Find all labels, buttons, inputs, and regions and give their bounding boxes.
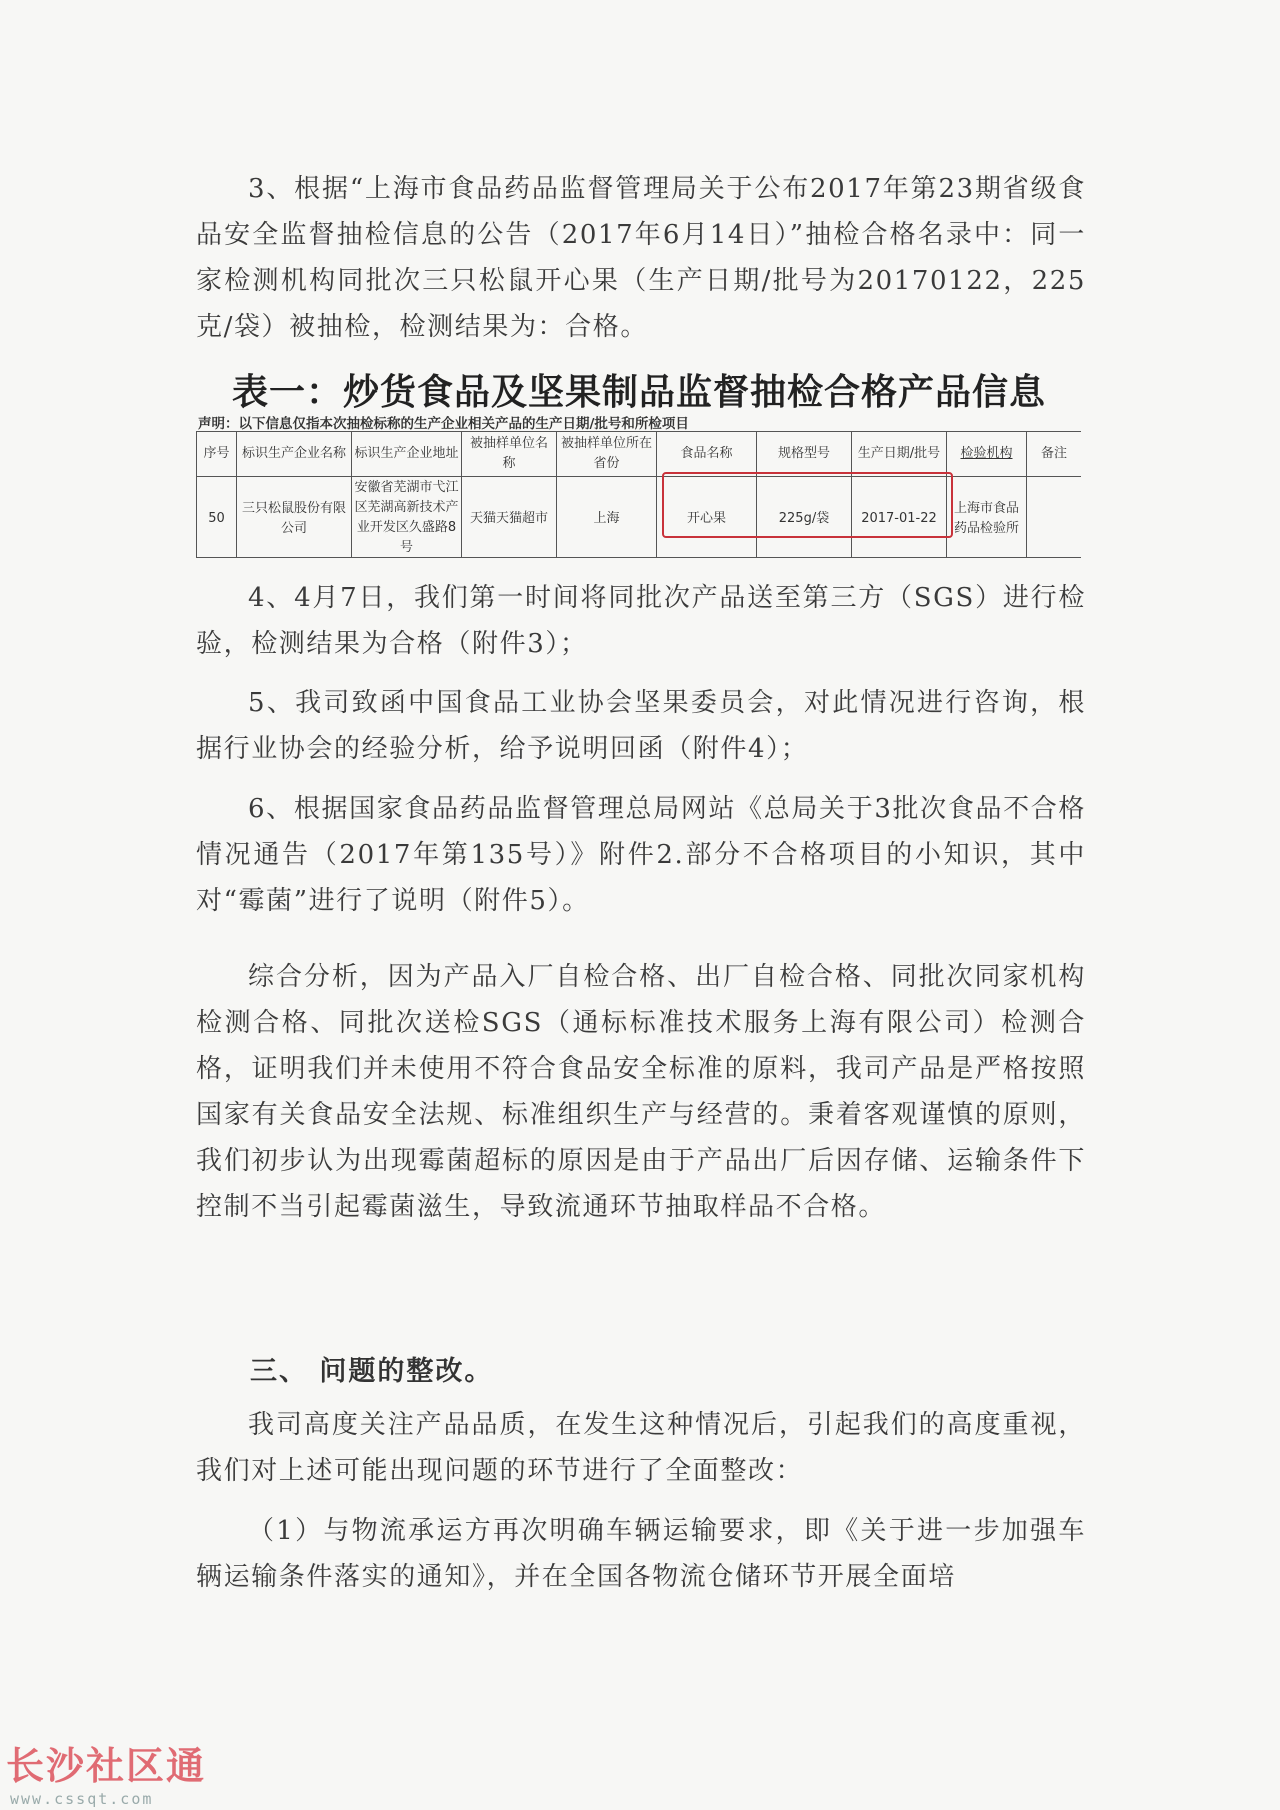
cell-sampled-unit: 天猫天猫超市 bbox=[462, 477, 557, 559]
paragraph-rectification-intro: 我司高度关注产品品质，在发生这种情况后，引起我们的高度重视，我们对上述可能出现问题的环节进行了全面整改： bbox=[196, 1410, 1086, 1486]
section-heading-rectification: 三、 问题的整改。 bbox=[250, 1356, 494, 1387]
header-sampled-unit: 被抽样单位名称 bbox=[462, 432, 557, 477]
cell-address: 安徽省芜湖市弋江区芜湖高新技术产业开发区久盛路8号 bbox=[352, 477, 462, 559]
paragraph-item-5: 5、我司致函中国食品工业协会坚果委员会，对此情况进行咨询，根据行业协会的经验分析，给予说明回函（附件4）； bbox=[196, 688, 1086, 764]
header-company: 标识生产企业名称 bbox=[237, 432, 352, 477]
paragraph-item-4: 4、4月7日，我们第一时间将同批次产品送至第三方（SGS）进行检验，检测结果为合格（附件3）； bbox=[196, 583, 1086, 659]
cell-province: 上海 bbox=[557, 477, 657, 559]
table-header-row bbox=[197, 432, 1082, 477]
highlight-box bbox=[662, 472, 953, 538]
watermark-logo-text: 长沙社区通 bbox=[6, 1744, 207, 1788]
header-seq: 序号 bbox=[197, 432, 237, 477]
watermark-url: www.cssqt.com bbox=[10, 1790, 154, 1808]
header-agency: 检验机构 bbox=[947, 432, 1027, 477]
cell-date: 2017-01-22 bbox=[852, 477, 947, 559]
header-date: 生产日期/批号 bbox=[852, 432, 947, 477]
header-food-name: 食品名称 bbox=[657, 432, 757, 477]
cell-company: 三只松鼠股份有限公司 bbox=[237, 477, 352, 559]
cell-spec: 225g/袋 bbox=[757, 477, 852, 559]
cell-food-name: 开心果 bbox=[657, 477, 757, 559]
header-province: 被抽样单位所在省份 bbox=[557, 432, 657, 477]
cell-agency: 上海市食品药品检验所 bbox=[947, 477, 1027, 559]
paragraph-item-6: 6、根据国家食品药品监督管理总局网站《总局关于3批次食品不合格情况通告（2017年第135号）》附件2.部分不合格项目的小知识，其中对“霉菌”进行了说明（附件5）。 bbox=[196, 794, 1086, 916]
header-remark: 备注 bbox=[1027, 432, 1082, 477]
site-watermark bbox=[6, 1735, 206, 1808]
header-address: 标识生产企业地址 bbox=[352, 432, 462, 477]
header-spec: 规格型号 bbox=[757, 432, 852, 477]
cell-seq: 50 bbox=[197, 477, 237, 559]
cell-remark bbox=[1027, 477, 1082, 559]
paragraph-summary: 综合分析，因为产品入厂自检合格、出厂自检合格、同批次同家机构检测合格、同批次送检SGS（通标标准技术服务上海有限公司）检测合格，证明我们并未使用不符合食品安全标准的原料，我司产品是严格按照国家有关食品安全法规、标准组织生产与经营的。秉着客观谨慎的原则，我们初步认为出现霉菌超标的原因是由于产品出厂后因存储、运输条件下控制不当引起霉菌滋生，导致流通环节抽取样品不合格。 bbox=[196, 962, 1086, 1222]
paragraph-rectification-1: （1）与物流承运方再次明确车辆运输要求，即《关于进一步加强车辆运输条件落实的通知》，并在全国各物流仓储环节开展全面培 bbox=[196, 1516, 1086, 1592]
table-disclaimer: 声明：以下信息仅指本次抽检标称的生产企业相关产品的生产日期/批号和所检项目 bbox=[198, 416, 689, 432]
paragraph-item-3: 3、根据“上海市食品药品监督管理局关于公布2017年第23期省级食品安全监督抽检信息的公告（2017年6月14日）”抽检合格名录中：同一家检测机构同批次三只松鼠开心果（生产日期/批号为20170122，225克/袋）被抽检，检测结果为：合格。 bbox=[196, 174, 1086, 342]
table-title: 表一：炒货食品及坚果制品监督抽检合格产品信息 bbox=[232, 372, 1047, 413]
